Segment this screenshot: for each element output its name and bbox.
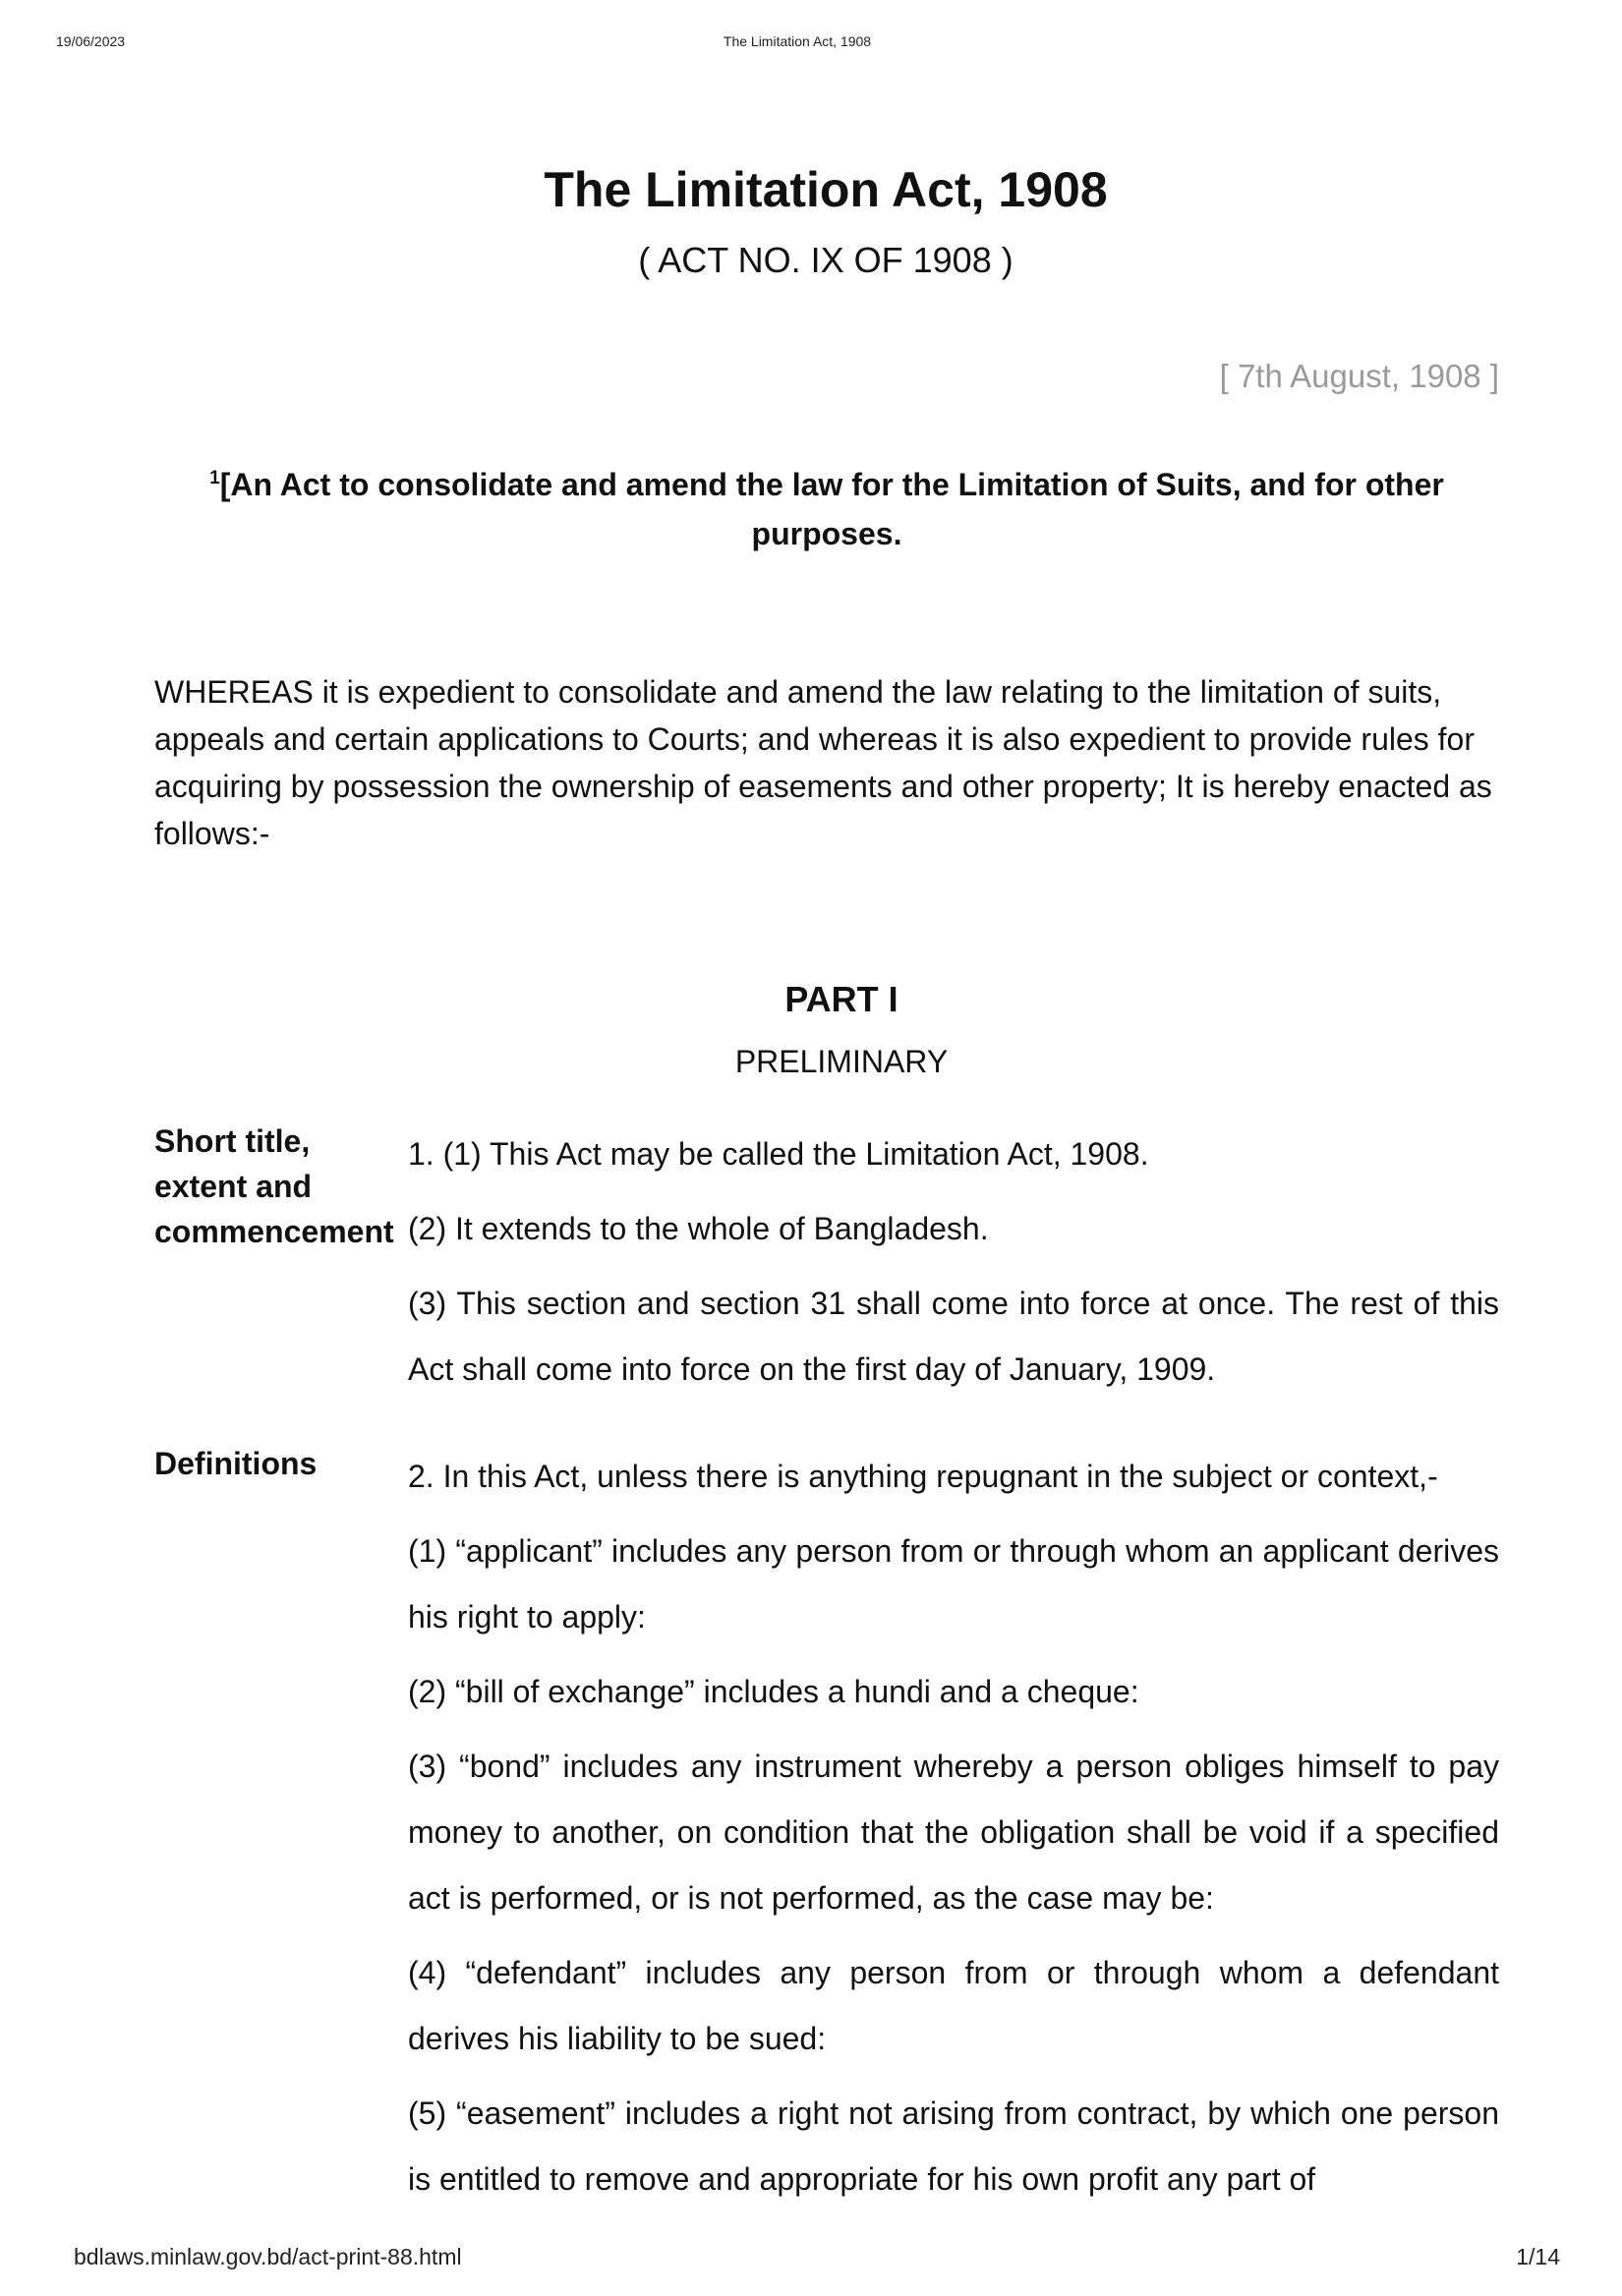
section-paragraph: 2. In this Act, unless there is anything repugnant in the subject or context,-	[408, 1459, 1438, 1494]
section-paragraph: (1) “applicant” includes any person from or through whom an applicant derives his right to apply:	[408, 1533, 1499, 1635]
section-paragraph: (2) It extends to the whole of Bangladesh.	[408, 1211, 989, 1246]
section-paragraph: (5) “easement” includes a right not arising from contract, by which one person is entitled to remove and appropriate for his own profit any part of	[408, 2095, 1499, 2197]
long-title-text: [An Act to consolidate and amend the law for the Limitation of Suits, and for other purposes.	[219, 467, 1444, 551]
print-header-title: The Limitation Act, 1908	[723, 33, 872, 49]
section-paragraph: (3) “bond” includes any instrument whereby a person obliges himself to pay money to another, on condition that the obligation shall be void if a specified act is performed, or is not performed, as the case may be:	[408, 1749, 1499, 1916]
part-subheading: PRELIMINARY	[734, 1044, 949, 1079]
act-date: [ 7th August, 1908 ]	[1219, 358, 1499, 394]
section-2-body	[408, 1444, 1499, 2221]
act-number: ( ACT NO. IX OF 1908 )	[638, 240, 1014, 280]
preamble: WHEREAS it is expedient to consolidate and amend the law relating to the limitation of suits, appeals and certain applications to Courts; and whereas it is also expedient to provide rules for acquiring by possession the ownership of easements and other property; It is hereby enacted as follows:-	[154, 674, 1492, 851]
section-paragraph: (2) “bill of exchange” includes a hundi and a cheque:	[408, 1674, 1139, 1709]
long-title	[157, 460, 1496, 558]
section-1-body	[408, 1121, 1499, 1411]
section-paragraph: (4) “defendant” includes any person from or through whom a defendant derives his liability to be sued:	[408, 1955, 1499, 2056]
section-paragraph: (3) This section and section 31 shall come into force at once. The rest of this Act shall come into force on the first day of January, 1909.	[408, 1286, 1499, 1387]
section-paragraph: 1. (1) This Act may be called the Limitation Act, 1908.	[408, 1136, 1149, 1172]
act-title: The Limitation Act, 1908	[544, 162, 1108, 217]
marginal-note-definitions: Definitions	[154, 1446, 318, 1481]
footnote-marker[interactable]: 1	[209, 468, 220, 488]
part-heading: PART I	[784, 979, 898, 1019]
print-header-date: 19/06/2023	[56, 33, 126, 49]
marginal-note-short-title: Short title, extent and commencement	[154, 1123, 394, 1249]
print-footer-url: bdlaws.minlaw.gov.bd/act-print-88.html	[74, 2244, 462, 2269]
print-footer-page: 1/14	[1516, 2244, 1560, 2269]
